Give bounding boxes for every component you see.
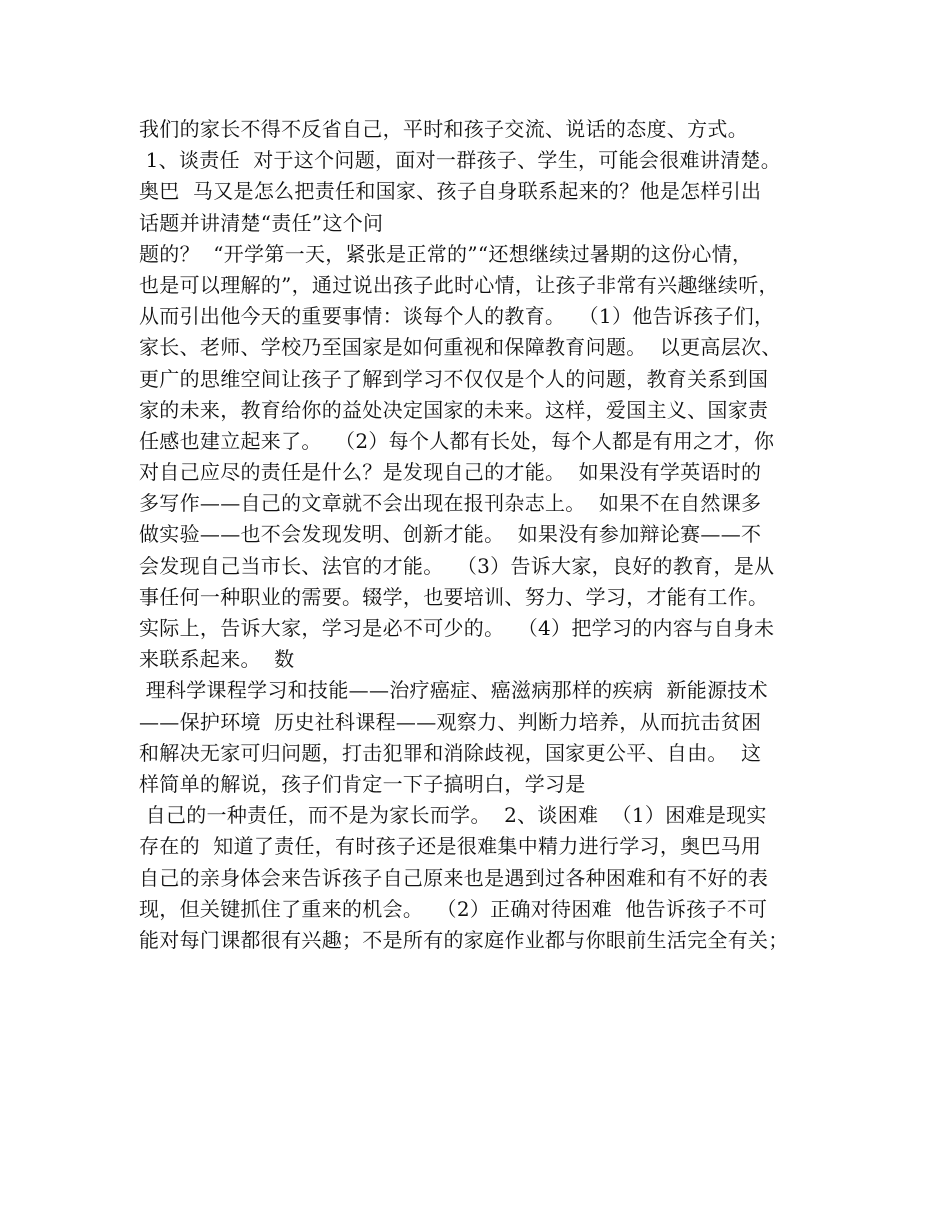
text-line: 家长、老师、学校乃至国家是如何重视和保障教育问题。 以更高层次、 (139, 335, 782, 360)
text-line: 理科学课程学习和技能——治疗癌症、癌滋病那样的疾病 新能源技术 (139, 678, 768, 703)
text-line: 和解决无家可归问题，打击犯罪和消除歧视，国家更公平、自由。 这 (139, 740, 762, 765)
text-line: 多写作——自己的文章就不会出现在报刊杂志上。 如果不在自然课多 (139, 491, 762, 516)
text-line: 存在的 知道了责任，有时孩子还是很难集中精力进行学习，奥巴马用 (139, 834, 762, 859)
text-line: 也是可以理解的”，通过说出孩子此时心情，让孩子非常有兴趣继续听， (139, 272, 779, 297)
text-line: 奥巴 马又是怎么把责任和国家、孩子自身联系起来的？他是怎样引出 (139, 179, 762, 204)
text-line: 话题并讲清楚“责任”这个问 (139, 210, 384, 235)
text-line: 对自己应尽的责任是什么？是发现自己的才能。 如果没有学英语时的 (139, 460, 762, 485)
text-line: 家的未来，教育给你的益处决定国家的未来。这样，爱国主义、国家责 (139, 397, 769, 422)
text-line: 实际上，告诉大家，学习是必不可少的。 （4）把学习的内容与自身未 (139, 616, 775, 640)
text-line: 样简单的解说，孩子们肯定一下子搞明白，学习是 (139, 771, 586, 796)
body-text (139, 114, 839, 956)
text-line: 现，但关键抓住了重来的机会。 （2）正确对待困难 他告诉孩子不可 (139, 896, 768, 921)
text-line: 任感也建立起来了。 （2）每个人都有长处，每个人都是有用之才，你 (139, 428, 775, 453)
text-line: 来联系起来。 数 (139, 647, 295, 672)
text-line: 题的？ “开学第一天，紧张是正常的”“还想继续过暑期的这份心情， (139, 241, 753, 266)
text-line: 我们的家长不得不反省自己，平时和孩子交流、说话的态度、方式。 (139, 117, 748, 141)
text-line: 自己的一种责任，而不是为家长而学。 2、谈困难 （1）困难是现实 (139, 803, 767, 828)
text-line: 会发现自己当市长、法官的才能。 （3）告诉大家，良好的教育，是从 (139, 553, 775, 578)
text-line: 从而引出他今天的重要事情：谈每个人的教育。 （1）他告诉孩子们， (139, 304, 775, 329)
text-line: 事任何一种职业的需要。辍学，也要培训、努力、学习，才能有工作。 (139, 584, 769, 609)
text-line: 能对每门课都很有兴趣；不是所有的家庭作业都与你眼前生活完全有关； (139, 927, 789, 952)
text-line: ——保护环境 历史社科课程——观察力、判断力培养，从而抗击贫困 (139, 709, 762, 734)
text-line: 1、谈责任 对于这个问题，面对一群孩子、学生，可能会很难讲清楚。 (139, 148, 781, 173)
text-line: 做实验——也不会发现发明、创新才能。 如果没有参加辩论赛——不 (139, 522, 762, 547)
text-line: 自己的亲身体会来告诉孩子自己原来也是遇到过各种困难和有不好的表 (139, 865, 769, 890)
text-line: 更广的思维空间让孩子了解到学习不仅仅是个人的问题，教育关系到国 (139, 366, 769, 391)
